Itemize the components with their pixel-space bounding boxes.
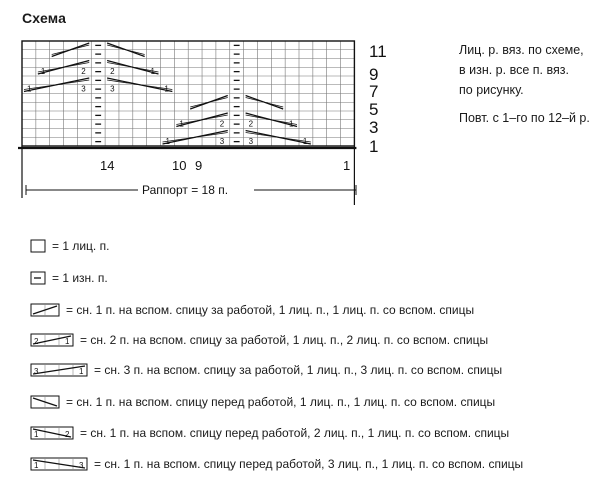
svg-text:3: 3 — [34, 367, 39, 376]
svg-text:1: 1 — [79, 367, 84, 376]
legend-text: = 1 изн. п. — [52, 271, 108, 285]
row-number: 7 — [369, 82, 379, 101]
legend-row — [30, 237, 109, 255]
legend-row — [30, 331, 488, 349]
cable-number: 1 — [289, 119, 294, 129]
cable-r7-left — [24, 78, 89, 94]
cable-number: 3 — [81, 84, 86, 94]
purl-icon — [30, 271, 46, 285]
note-line-4: Повт. с 1–го по 12–й р. — [459, 111, 590, 125]
cable-r1-right — [246, 131, 311, 147]
cross-1-1-left-icon — [30, 395, 60, 409]
svg-text:1: 1 — [34, 461, 39, 470]
cable-number: 1 — [164, 84, 169, 94]
cable-number: 2 — [110, 67, 115, 76]
cross-1-2-right-icon — [30, 333, 74, 347]
cable-number: 1 — [165, 137, 170, 146]
chart-grid — [22, 41, 354, 146]
legend-text: = сн. 3 п. на вспом. спицу за работой, 1 лиц. п., 3 лиц. п. со вспом. спицы — [94, 363, 503, 377]
column-number: 10 — [172, 158, 187, 173]
knitting-chart — [0, 0, 604, 210]
cable-number: 2 — [248, 119, 254, 129]
row-number: 3 — [369, 118, 379, 137]
cable-number: 1 — [179, 119, 184, 129]
svg-text:3: 3 — [79, 461, 84, 470]
legend-row — [30, 393, 495, 411]
cable-number: 1 — [302, 137, 308, 146]
cable-number: 3 — [219, 137, 225, 146]
note-line-1: Лиц. р. вяз. по схеме, — [459, 43, 584, 57]
rapport-label: Раппорт = 18 п. — [142, 183, 229, 197]
cable-r1-left — [163, 131, 228, 147]
cross-3-1-left-icon — [30, 457, 88, 471]
svg-text:2: 2 — [65, 430, 70, 439]
svg-text:1: 1 — [65, 337, 70, 346]
cable-number: 3 — [248, 137, 254, 146]
legend-row — [30, 455, 523, 473]
svg-text:2: 2 — [34, 337, 39, 346]
legend-row — [30, 269, 108, 287]
svg-text:1: 1 — [34, 430, 39, 439]
legend-text: = сн. 1 п. на вспом. спицу перед работой, 1 лиц. п., 1 лиц. п. со вспом. спицы — [66, 395, 496, 409]
cable-number: 1 — [27, 84, 32, 94]
column-number: 14 — [100, 158, 115, 173]
legend-row — [30, 361, 502, 379]
legend-row — [30, 301, 474, 319]
cable-number: 2 — [219, 119, 225, 129]
note-line-2: в изн. р. все п. вяз. — [459, 63, 569, 77]
cable-number: 2 — [81, 67, 86, 76]
cable-r7-right — [107, 78, 172, 94]
cross-1-3-right-icon — [30, 363, 88, 377]
chart-title: Схема — [22, 10, 67, 26]
cross-1-1-right-icon — [30, 303, 60, 317]
legend-row — [30, 424, 509, 442]
legend-text: = сн. 2 п. на вспом. спицу за работой, 1 лиц. п., 2 лиц. п. со вспом. спицы — [80, 333, 489, 347]
row-number: 5 — [369, 100, 379, 119]
column-number: 9 — [195, 158, 203, 173]
column-number: 1 — [343, 158, 351, 173]
row-number: 9 — [369, 65, 379, 84]
row-number: 1 — [369, 137, 379, 156]
knit-icon — [30, 239, 46, 253]
row-number: 11 — [369, 42, 387, 61]
legend-text: = сн. 1 п. на вспом. спицу перед работой, 3 лиц. п., 1 лиц. п. со вспом. спицы — [94, 457, 524, 471]
cable-number: 1 — [40, 67, 46, 76]
note-line-3: по рисунку. — [459, 83, 524, 97]
legend-text: = сн. 1 п. на вспом. спицу перед работой, 2 лиц. п., 1 лиц. п. со вспом. спицы — [80, 426, 510, 440]
legend-text: = 1 лиц. п. — [52, 239, 110, 253]
cross-2-1-left-icon — [30, 426, 74, 440]
legend-text: = сн. 1 п. на вспом. спицу за работой, 1 лиц. п., 1 лиц. п. со вспом. спицы — [66, 303, 475, 317]
cable-number: 3 — [110, 84, 115, 94]
cable-number: 1 — [150, 67, 155, 76]
